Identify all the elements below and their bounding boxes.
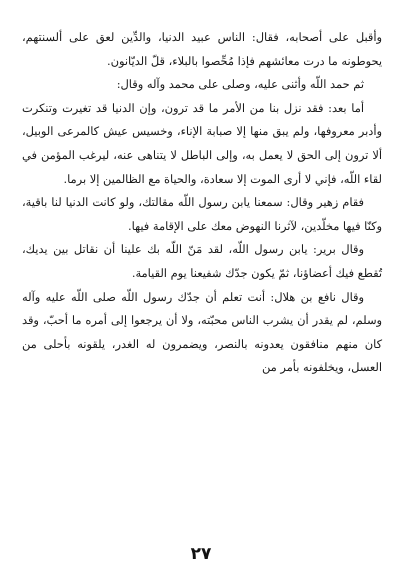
paragraph-praise-of-god: ثم حمد اللّه وأثنى عليه، وصلى على محمد وآله وقال: (116, 77, 364, 92)
paragraph-zuhair-reply: فقام زهير وقال: سمعنا يابن رسول اللّه مقالتك، ولو كانت الدنيا لنا باقية، وكنّا فيها مخلّدين، لآثرنا النهوض معك على الإقامة فيها. (22, 195, 382, 233)
paragraph-companions-speech: وأقبل على أصحابه، فقال: الناس عبيد الدنيا، والدِّين لعق على ألسنتهم، يحوطونه ما درت معائشهم فإذا مُحِّصوا بالبلاء، قلّ الديّانون. (22, 30, 382, 68)
page-number: ٢٧ (190, 544, 212, 564)
paragraph-burair-reply: وقال برير: يابن رسول اللّه، لقد مَنّ اللّه بك علينا أن نقاتل بين يديك، تُقطع فيك أعضاؤنا، ثمّ يكون جدّك شفيعنا يوم القيامة. (22, 242, 382, 280)
book-page-text (22, 26, 382, 380)
paragraph-nafi-reply: وقال نافع بن هلال: أنت تعلم أن جدّك رسول اللّه صلى اللّه عليه وآله وسلم، لم يقدر أن يشرب الناس محبّته، ولا أن يرجعوا إلى أمره ما أحبّ، وقد كان منهم منافقون يعدونه بالنصر، ويضمرون له الغدر، يلقونه بأحلى من العسل، ويخلفونه بأمر من (22, 289, 382, 375)
paragraph-sermon: أما بعد: فقد نزل بنا من الأمر ما قد ترون، وإن الدنيا قد تغيرت وتنكرت وأدبر معروفها، ولم يبق منها إلا صبابة الإناء، وخسيس عيش كالمرعى الوبيل، ألا ترون إلى الحق لا يعمل به، وإلى الباطل لا يتناهى عنه، ليرغب المؤمن في لقاء اللّه، فإني لا أرى الموت إلا سعادة، والحياة مع الظالمين إلا برما. (22, 100, 382, 186)
